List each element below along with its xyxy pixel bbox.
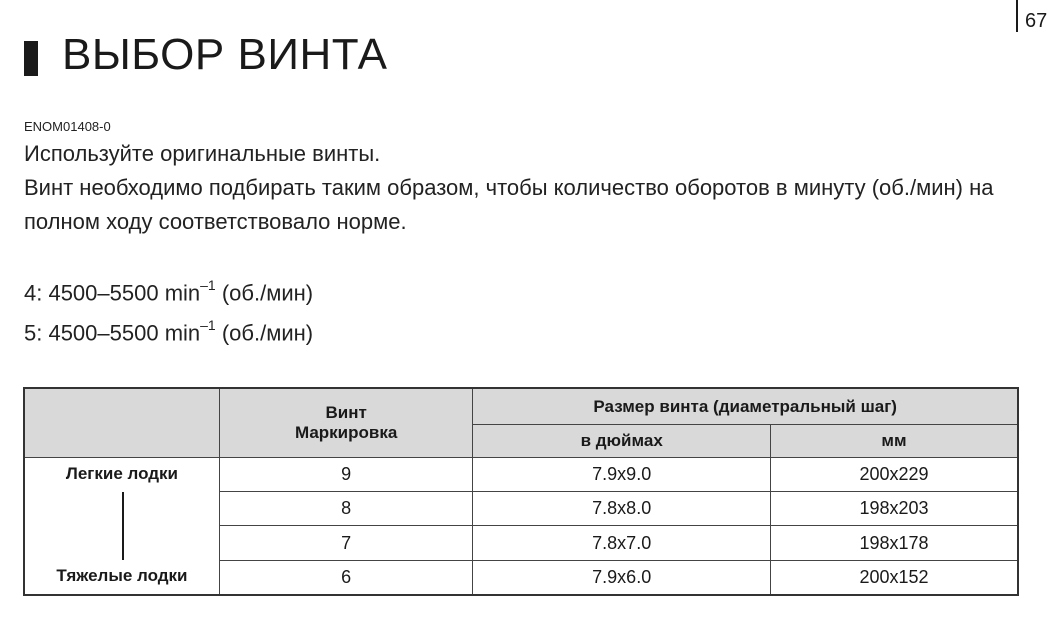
header-propeller-mark-line2: Маркировка <box>294 423 398 442</box>
document-code: ENOM01408-0 <box>24 119 111 134</box>
cell-mm: 198x203 <box>770 492 1018 526</box>
page-title: ВЫБОР ВИНТА <box>62 30 388 79</box>
header-inches: в дюймах <box>473 425 771 458</box>
cell-inches: 7.9x9.0 <box>473 458 771 492</box>
cell-mm: 198x178 <box>770 526 1018 560</box>
cell-inches: 7.8x8.0 <box>473 492 771 526</box>
propeller-table <box>23 387 1019 596</box>
rpm-spec-4-unit: (об./мин) <box>215 280 314 306</box>
header-blank-cell <box>24 388 219 458</box>
rpm-spec-4-exponent: –1 <box>200 277 216 293</box>
cell-mark: 6 <box>219 560 473 595</box>
cell-mark: 9 <box>219 458 473 492</box>
range-line <box>122 492 124 560</box>
table-row <box>24 458 1018 492</box>
range-light-boats: Легкие лодки <box>65 464 178 483</box>
header-propeller-mark-line1: Винт <box>325 403 367 422</box>
rpm-spec-5-label: 5: 4500–5500 min <box>24 320 201 346</box>
intro-text <box>24 137 1024 239</box>
intro-line-2: Винт необходимо подбирать таким образом, чтобы количество оборотов в минуту (об./мин) на полном ходу соответствовало норме. <box>24 175 994 234</box>
boat-weight-range <box>24 458 219 596</box>
header-propeller-mark <box>219 388 473 458</box>
rpm-spec-5-exponent: –1 <box>200 317 216 334</box>
rpm-specs <box>24 270 313 351</box>
rpm-spec-5-unit: (об./мин) <box>215 320 314 346</box>
header-propeller-size: Размер винта (диаметральный шаг) <box>473 388 1018 425</box>
page-number: 67 <box>1025 10 1048 32</box>
intro-line-1: Используйте оригинальные винты. <box>24 141 381 166</box>
cell-mm: 200x229 <box>770 458 1018 492</box>
range-heavy-boats: Тяжелые лодки <box>56 566 188 585</box>
page-number-divider <box>1016 0 1018 32</box>
cell-mm: 200x152 <box>770 560 1018 595</box>
cell-inches: 7.9x6.0 <box>473 560 771 595</box>
title-marker <box>24 41 38 76</box>
cell-mark: 7 <box>219 526 473 560</box>
rpm-spec-4 <box>24 270 313 310</box>
rpm-spec-5 <box>24 310 313 350</box>
cell-inches: 7.8x7.0 <box>473 526 771 560</box>
cell-mark: 8 <box>219 492 473 526</box>
header-mm: мм <box>770 425 1018 458</box>
rpm-spec-4-label: 4: 4500–5500 min <box>24 280 201 306</box>
table-header-row-1 <box>24 388 1018 425</box>
